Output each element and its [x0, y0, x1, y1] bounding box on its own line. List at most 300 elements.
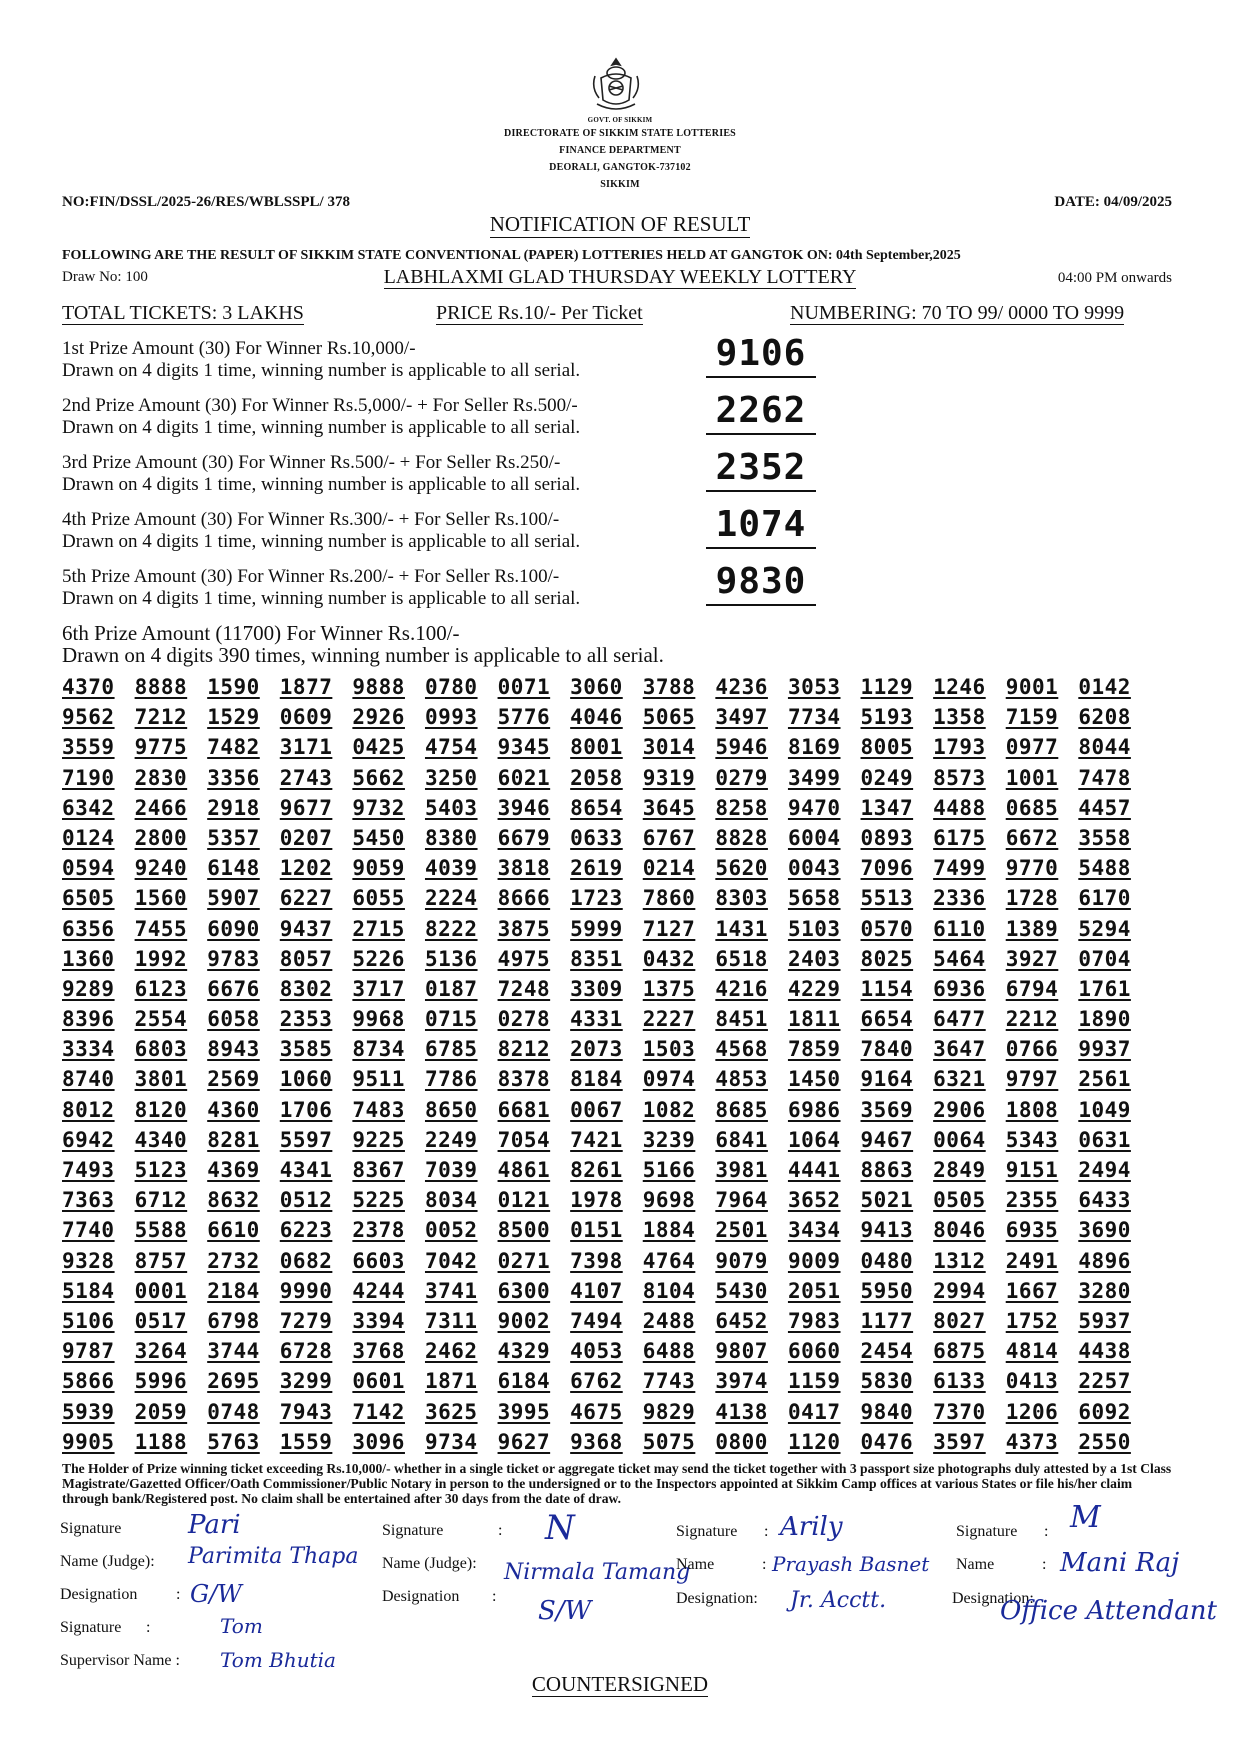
prize-6-number: 9289	[62, 976, 115, 1001]
prize-6-number: 8650	[424, 1097, 478, 1122]
prize-6-number: 2569	[207, 1067, 260, 1092]
prize-6-number: 6133	[933, 1369, 986, 1394]
prize-6-number: 1871	[424, 1369, 478, 1394]
prize-6-number: 0413	[1005, 1369, 1059, 1394]
prize-6-number: 4229	[787, 976, 841, 1001]
department-label: FINANCE DEPARTMENT	[559, 145, 681, 156]
prize-6-number: 3309	[570, 976, 623, 1001]
prize-6-number: 8654	[570, 795, 623, 820]
prize-6-number: 2336	[933, 886, 986, 911]
prize-6-number: 2554	[134, 1007, 188, 1032]
ticket-numbering: NUMBERING: 70 TO 99/ 0000 TO 9999	[790, 302, 1125, 324]
handwritten-signature-2: N	[545, 1508, 575, 1548]
prize-6-number: 3788	[642, 675, 696, 699]
prize-6-number: 9437	[279, 916, 333, 941]
prize-6-number: 6505	[62, 886, 115, 911]
prize-6-number: 5136	[424, 946, 478, 971]
prize-6-number: 5866	[62, 1369, 115, 1394]
handwritten-signature-4: M	[1070, 1500, 1101, 1535]
prize-6-number: 8012	[62, 1097, 115, 1122]
prize-6-number: 0187	[424, 976, 478, 1001]
prize-6-number: 3946	[497, 795, 551, 820]
prize-6-number: 3741	[424, 1278, 478, 1303]
prize-6-number: 1560	[134, 886, 188, 911]
prize-6-number: 6148	[207, 856, 260, 881]
prize-6-number: 3995	[497, 1399, 551, 1424]
prize-6-number: 6679	[497, 825, 551, 850]
prize-6-number: 0601	[352, 1369, 405, 1394]
prize-6-number: 0142	[1078, 675, 1131, 699]
supervisor-handwritten-signature: Tom	[220, 1614, 263, 1638]
prize-6-number: 1206	[1005, 1399, 1059, 1424]
prize-6-number: 6794	[1005, 976, 1059, 1001]
prize-6-number: 8261	[570, 1158, 623, 1182]
prize-6-number: 2059	[134, 1399, 188, 1424]
prize-6-number: 3875	[497, 916, 551, 941]
prize-6-number: 3818	[497, 856, 551, 881]
prize-6-number: 2454	[860, 1339, 914, 1364]
prize-6-number: 8222	[424, 916, 478, 941]
prize-6-number: 6004	[787, 825, 841, 850]
handwritten-name-2: Nirmala Tamang	[504, 1560, 691, 1585]
prize-6-number: 2378	[352, 1218, 405, 1243]
prize-6-number: 4244	[352, 1278, 405, 1303]
prize-4-number: 1074	[706, 505, 816, 549]
prize-6-number: 6223	[279, 1218, 333, 1243]
prize-6-number: 6356	[62, 916, 115, 941]
prize-6-number: 1431	[715, 916, 768, 941]
prize-6-number: 8169	[787, 735, 841, 760]
prize-6-number: 4138	[715, 1399, 768, 1424]
prize-6-number: 7212	[134, 705, 188, 730]
prize-6-number: 7421	[570, 1127, 623, 1152]
govt-label: GOVT. OF SIKKIM	[587, 116, 653, 124]
prize-6-number: 8302	[279, 976, 333, 1001]
handwritten-designation-2: S/W	[538, 1596, 592, 1626]
prize-6-number: 9698	[642, 1188, 696, 1213]
designation-label-4: Designation:	[952, 1590, 1034, 1607]
prize-6-number: 0974	[642, 1067, 696, 1092]
prize-6-number: 6986	[787, 1097, 841, 1122]
prize-6-number: 3014	[642, 735, 696, 760]
prize-6-number: 0124	[62, 825, 115, 850]
prize-6-number: 4675	[570, 1399, 623, 1424]
prize-6-number: 3499	[787, 765, 841, 790]
prize-6-number: 5996	[134, 1369, 188, 1394]
sikkim-emblem-icon	[587, 56, 645, 116]
prize-6-number: 1978	[570, 1188, 623, 1213]
prize-6-number: 5937	[1078, 1308, 1131, 1333]
prize-6-number: 8734	[352, 1037, 405, 1062]
prize-6-number: 4814	[1005, 1339, 1059, 1364]
prize-6-number: 0512	[279, 1188, 333, 1213]
prize-6-number: 0977	[1005, 735, 1059, 760]
prize-6-number: 6227	[279, 886, 333, 911]
prize-6-number: 5597	[279, 1127, 333, 1152]
directorate-label: DIRECTORATE OF SIKKIM STATE LOTTERIES	[504, 128, 736, 139]
prize-6-number: 1159	[787, 1369, 841, 1394]
prize-6-number: 1761	[1078, 976, 1131, 1001]
prize-6-number: 2561	[1078, 1067, 1131, 1092]
handwritten-name-1: Parimita Thapa	[188, 1544, 359, 1569]
prize-6-number: 8281	[207, 1127, 260, 1152]
prize-6-number: 9079	[715, 1248, 768, 1273]
prize-6-number: 8034	[424, 1188, 478, 1213]
prize-6-number: 2462	[424, 1339, 478, 1364]
prize-6-number: 2227	[642, 1007, 696, 1032]
prize-6-number: 9470	[787, 795, 841, 820]
prize-6-number: 9807	[715, 1339, 768, 1364]
prize-6-number: 8396	[62, 1007, 115, 1032]
prize-6-number: 1154	[860, 976, 914, 1001]
name-label-3: Name	[676, 1556, 715, 1573]
handwritten-name-3: Prayash Basnet	[772, 1552, 930, 1576]
prize-6-number: 6208	[1078, 705, 1131, 730]
prize-6-number: 4331	[570, 1007, 623, 1032]
prize-6-number: 8740	[62, 1067, 115, 1092]
prize-6-number: 9345	[497, 735, 551, 760]
prize-6-number: 5123	[134, 1158, 188, 1182]
prize-6-number: 8500	[497, 1218, 551, 1243]
prize-6-number: 2743	[279, 765, 333, 790]
prize-6-number: 3497	[715, 705, 768, 730]
prize-6-number: 1811	[787, 1007, 841, 1032]
prize-6-number: 1667	[1005, 1278, 1059, 1303]
prize-6-number: 2619	[570, 856, 623, 881]
prize-6-number: 0631	[1078, 1127, 1131, 1152]
prize-6-number: 5999	[570, 916, 623, 941]
prize-6-number: 1358	[933, 705, 986, 730]
supervisor-name-label: Supervisor Name :	[60, 1652, 180, 1669]
prize-6-number: 5103	[787, 916, 841, 941]
prize-6-number: 7860	[642, 886, 696, 911]
prize-6-number: 4329	[497, 1339, 551, 1364]
prize-6-number: 8184	[570, 1067, 623, 1092]
prize-6-number: 8212	[497, 1037, 551, 1062]
prize-6-number: 8044	[1078, 735, 1131, 760]
prize-6-number: 7943	[279, 1399, 333, 1424]
prize-6-number: 0432	[642, 946, 696, 971]
prize-6-number: 2355	[1005, 1188, 1059, 1213]
prize-6-number: 2695	[207, 1369, 260, 1394]
prize-6-number: 4046	[570, 705, 623, 730]
prize-6-number: 2849	[933, 1158, 986, 1182]
prize-6-number: 8863	[860, 1158, 914, 1182]
prize-6-number: 7494	[570, 1308, 623, 1333]
prize-6-number: 0064	[933, 1127, 986, 1152]
prize-6-number: 7096	[860, 856, 914, 881]
prize-6-number: 6058	[207, 1007, 260, 1032]
prize-6-number: 1890	[1078, 1007, 1131, 1032]
prize-6-number: 6767	[642, 825, 696, 850]
prize-6-number: 9937	[1078, 1037, 1131, 1062]
handwritten-designation-4: Office Attendant	[1000, 1596, 1217, 1626]
prize-6-number: 0685	[1005, 795, 1059, 820]
prize-6-number: 9968	[352, 1007, 405, 1032]
prize-6-number: 5021	[860, 1188, 914, 1213]
prize-6-number: 8303	[715, 886, 768, 911]
prize-6-number: 6110	[933, 916, 986, 941]
prize-6-number: 0993	[424, 705, 478, 730]
prize-6-number: 1202	[279, 856, 333, 881]
prize-6-number: 7859	[787, 1037, 841, 1062]
ticket-price: PRICE Rs.10/- Per Ticket	[436, 302, 643, 324]
prize-4-description: 4th Prize Amount (30) For Winner Rs.300/- + For Seller Rs.100/- Drawn on 4 digits 1 time, winning number is applicable to all serial.	[62, 509, 581, 552]
prize-6-number: 6092	[1078, 1399, 1131, 1424]
prize-6-number: 7142	[352, 1399, 405, 1424]
prize-6-number: 1723	[570, 886, 623, 911]
prize-6-number: 1375	[642, 976, 696, 1001]
prize-6-number: 6184	[497, 1369, 551, 1394]
prize-6-number: 9562	[62, 705, 115, 730]
prize-6-number: 6518	[715, 946, 768, 971]
prize-6-number: 5907	[207, 886, 260, 911]
prize-6-number: 6942	[62, 1127, 115, 1152]
prize-6-number: 8943	[207, 1037, 260, 1062]
prize-6-number: 5776	[497, 705, 551, 730]
prize-6-number: 0570	[860, 916, 914, 941]
prize-6-number: 6175	[933, 825, 986, 850]
prize-6-number: 5939	[62, 1399, 115, 1424]
countersigned-label: COUNTERSIGNED	[531, 1672, 709, 1696]
prize-6-number: 4764	[642, 1248, 696, 1273]
prize-6-number: 0476	[860, 1429, 914, 1454]
prize-6-number: 0682	[279, 1248, 333, 1273]
prize-6-number: 5830	[860, 1369, 914, 1394]
prize-6-number: 3645	[642, 795, 696, 820]
prize-6-number: 9225	[352, 1127, 405, 1152]
prize-6-number: 4053	[570, 1339, 623, 1364]
prize-6-number: 5430	[715, 1278, 768, 1303]
prize-6-number: 3690	[1078, 1218, 1131, 1243]
handwritten-designation-3: Jr. Acctt.	[790, 1588, 887, 1613]
prize-6-number: 9677	[279, 795, 333, 820]
result-statement: FOLLOWING ARE THE RESULT OF SIKKIM STATE CONVENTIONAL (PAPER) LOTTERIES HELD AT GANGTOK ON: 04th September,2025	[62, 248, 961, 263]
prize-6-number: 6170	[1078, 886, 1131, 911]
prize-6-number: 6452	[715, 1308, 768, 1333]
prize-6-number: 1082	[642, 1097, 696, 1122]
prize-6-description: 6th Prize Amount (11700) For Winner Rs.100/- Drawn on 4 digits 390 times, winning number is applicable to all serial.	[62, 621, 664, 667]
prize-6-number: 9627	[497, 1429, 551, 1454]
prize-6-number: 6672	[1005, 825, 1059, 850]
prize-6-number: 9770	[1005, 856, 1059, 881]
prize-6-number: 3768	[352, 1339, 405, 1364]
prize-6-number: 1049	[1078, 1097, 1131, 1122]
prize-6-number: 3264	[134, 1339, 188, 1364]
prize-6-number: 7398	[570, 1248, 623, 1273]
prize-6-number: 6321	[933, 1067, 986, 1092]
prize-6-number: 3239	[642, 1127, 696, 1152]
prize-5-description: 5th Prize Amount (30) For Winner Rs.200/- + For Seller Rs.100/- Drawn on 4 digits 1 time, winning number is applicable to all serial.	[62, 566, 581, 609]
prize-6-number: 5294	[1078, 916, 1131, 941]
prize-6-number: 1347	[860, 795, 914, 820]
prize-6-number: 9002	[497, 1308, 551, 1333]
prize-6-number: 7311	[424, 1308, 478, 1333]
prize-6-number: 5184	[62, 1278, 115, 1303]
prize-6-number: 7482	[207, 735, 260, 760]
prize-6-number: 4360	[207, 1097, 260, 1122]
prize-6-number: 8027	[933, 1308, 986, 1333]
prize-6-number: 5488	[1078, 856, 1131, 881]
address-label: DEORALI, GANGTOK-737102	[549, 162, 691, 173]
prize-6-number: 2073	[570, 1037, 623, 1062]
prize-6-number: 0043	[787, 856, 841, 881]
prize-6-number: 8025	[860, 946, 914, 971]
prize-6-number: 3171	[279, 735, 333, 760]
prize-6-number: 0633	[570, 825, 623, 850]
prize-6-number: 3053	[787, 675, 841, 699]
signature-label-4: Signature	[956, 1523, 1018, 1540]
prize-6-number: 9775	[134, 735, 188, 760]
prize-6-number: 5166	[642, 1158, 696, 1182]
prize-6-number: 5065	[642, 705, 696, 730]
prize-6-number: 7493	[62, 1158, 115, 1182]
prize-6-number: 1001	[1005, 765, 1059, 790]
supervisor-handwritten-name: Tom Bhutia	[220, 1648, 336, 1672]
prize-6-number: 0271	[497, 1248, 551, 1273]
prize-6-number: 7786	[424, 1067, 478, 1092]
prize-6-number: 7499	[933, 856, 986, 881]
prize-6-number: 5464	[933, 946, 986, 971]
prize-6-number: 8632	[207, 1188, 260, 1213]
prize-6-number: 1529	[207, 705, 260, 730]
judge-name-label-1: Name (Judge):	[60, 1553, 155, 1570]
prize-6-number: 7159	[1005, 705, 1059, 730]
prize-6-number: 7743	[642, 1369, 696, 1394]
prize-6-number: 1312	[933, 1248, 986, 1273]
prize-1-number: 9106	[706, 334, 816, 378]
prize-6-number: 6841	[715, 1127, 768, 1152]
prize-6-number: 5950	[860, 1278, 914, 1303]
prize-2-description: 2nd Prize Amount (30) For Winner Rs.5,000/- + For Seller Rs.500/- Drawn on 4 digits 1 time, winning number is applicable to all serial.	[62, 395, 581, 438]
prize-6-number: 4896	[1078, 1248, 1131, 1273]
prize-6-number: 9829	[642, 1399, 696, 1424]
prize-6-number: 6477	[933, 1007, 986, 1032]
prize-6-number: 3981	[715, 1158, 768, 1182]
prize-6-number: 1064	[787, 1127, 841, 1152]
prize-6-number: 6055	[352, 886, 405, 911]
prize-6-number: 9059	[352, 856, 405, 881]
prize-6-number: 2224	[424, 886, 478, 911]
signature-label-3: Signature	[676, 1523, 738, 1540]
prize-6-number: 9009	[787, 1248, 841, 1273]
prize-6-number: 0052	[424, 1218, 478, 1243]
prize-6-number: 0780	[424, 675, 478, 699]
prize-6-number: 0517	[134, 1308, 188, 1333]
prize-6-number: 1808	[1005, 1097, 1059, 1122]
prize-6-number: 7734	[787, 705, 841, 730]
prize-6-number: 5658	[787, 886, 841, 911]
prize-6-number: 9888	[352, 675, 405, 699]
prize-6-number: 5106	[62, 1308, 115, 1333]
prize-6-number: 0071	[497, 675, 551, 699]
prize-6-number: 3394	[352, 1308, 405, 1333]
prize-6-number: 7483	[352, 1097, 405, 1122]
notification-date: DATE: 04/09/2025	[1054, 194, 1172, 210]
prize-6-number: 9787	[62, 1339, 115, 1364]
prize-6-number: 4373	[1005, 1429, 1059, 1454]
prize-6-number: 0748	[207, 1399, 260, 1424]
prize-6-number: 9797	[1005, 1067, 1059, 1092]
prize-6-number: 3434	[787, 1218, 841, 1243]
prize-6-number: 4340	[134, 1127, 188, 1152]
prize-6-number: 4853	[715, 1067, 768, 1092]
prize-6-number: 9511	[352, 1067, 405, 1092]
prize-6-number: 9001	[1005, 675, 1059, 699]
prize-6-number: 0594	[62, 856, 115, 881]
prize-6-number: 6935	[1005, 1218, 1059, 1243]
prize-6-number: 1360	[62, 946, 115, 971]
prize-1-description: 1st Prize Amount (30) For Winner Rs.10,000/- Drawn on 4 digits 1 time, winning number is applicable to all serial.	[62, 338, 581, 381]
designation-label-3: Designation:	[676, 1590, 758, 1607]
prize-6-number: 5403	[424, 795, 478, 820]
prize-6-number: 3060	[570, 675, 623, 699]
prize-6-number: 1503	[642, 1037, 696, 1062]
prize-6-number: 3647	[933, 1037, 986, 1062]
prize-6-number: 7127	[642, 916, 696, 941]
prize-6-number: 3652	[787, 1188, 841, 1213]
prize-6-number: 4369	[207, 1158, 260, 1182]
prize-6-number: 2353	[279, 1007, 333, 1032]
prize-6-number: 3558	[1078, 825, 1131, 850]
prize-6-number: 4441	[787, 1158, 841, 1182]
handwritten-designation-1: G/W	[190, 1580, 242, 1608]
prize-6-number: 6433	[1078, 1188, 1131, 1213]
prize-6-number: 3096	[352, 1429, 405, 1454]
prize-6-number: 7039	[424, 1158, 478, 1182]
prize-6-number: 2466	[134, 795, 188, 820]
prize-6-number: 2800	[134, 825, 188, 850]
prize-6-number: 0278	[497, 1007, 551, 1032]
prize-6-number: 6654	[860, 1007, 914, 1032]
prize-6-number: 6021	[497, 765, 551, 790]
prize-6-number: 4754	[424, 735, 478, 760]
prize-6-number: 8378	[497, 1067, 551, 1092]
prize-6-number: 0249	[860, 765, 914, 790]
prize-6-number: 6728	[279, 1339, 333, 1364]
prize-3-number: 2352	[706, 448, 816, 492]
prize-6-number: 4488	[933, 795, 986, 820]
prize-6-number: 7740	[62, 1218, 115, 1243]
prize-6-number: 0609	[279, 705, 333, 730]
prize-6-number: 6762	[570, 1369, 623, 1394]
prize-6-number: 6060	[787, 1339, 841, 1364]
prize-6-number: 0151	[570, 1218, 623, 1243]
designation-label-2: Designation	[382, 1588, 460, 1605]
prize-6-number: 1188	[134, 1429, 188, 1454]
prize-6-number: 5193	[860, 705, 914, 730]
prize-6-number: 8046	[933, 1218, 986, 1243]
supervisor-signature-label: Signature	[60, 1619, 122, 1636]
prize-6-number: 0480	[860, 1248, 914, 1273]
prize-6-number: 0715	[424, 1007, 478, 1032]
prize-6-number: 2550	[1078, 1429, 1131, 1454]
prize-6-number: 0067	[570, 1097, 623, 1122]
prize-6-number: 6712	[134, 1188, 188, 1213]
prize-6-number: 9734	[424, 1429, 478, 1454]
prize-6-number: 1992	[134, 946, 188, 971]
prize-6-number: 0800	[715, 1429, 768, 1454]
prize-6-number: 1177	[860, 1308, 914, 1333]
prize-6-number: 9840	[860, 1399, 914, 1424]
prize-6-number: 7478	[1078, 765, 1131, 790]
prize-6-number: 1793	[933, 735, 986, 760]
prize-6-number: 2994	[933, 1278, 986, 1303]
prize-6-number: 2906	[933, 1097, 986, 1122]
prize-6-number: 2715	[352, 916, 405, 941]
prize-6-number: 8451	[715, 1007, 768, 1032]
prize-6-number: 9240	[134, 856, 188, 881]
